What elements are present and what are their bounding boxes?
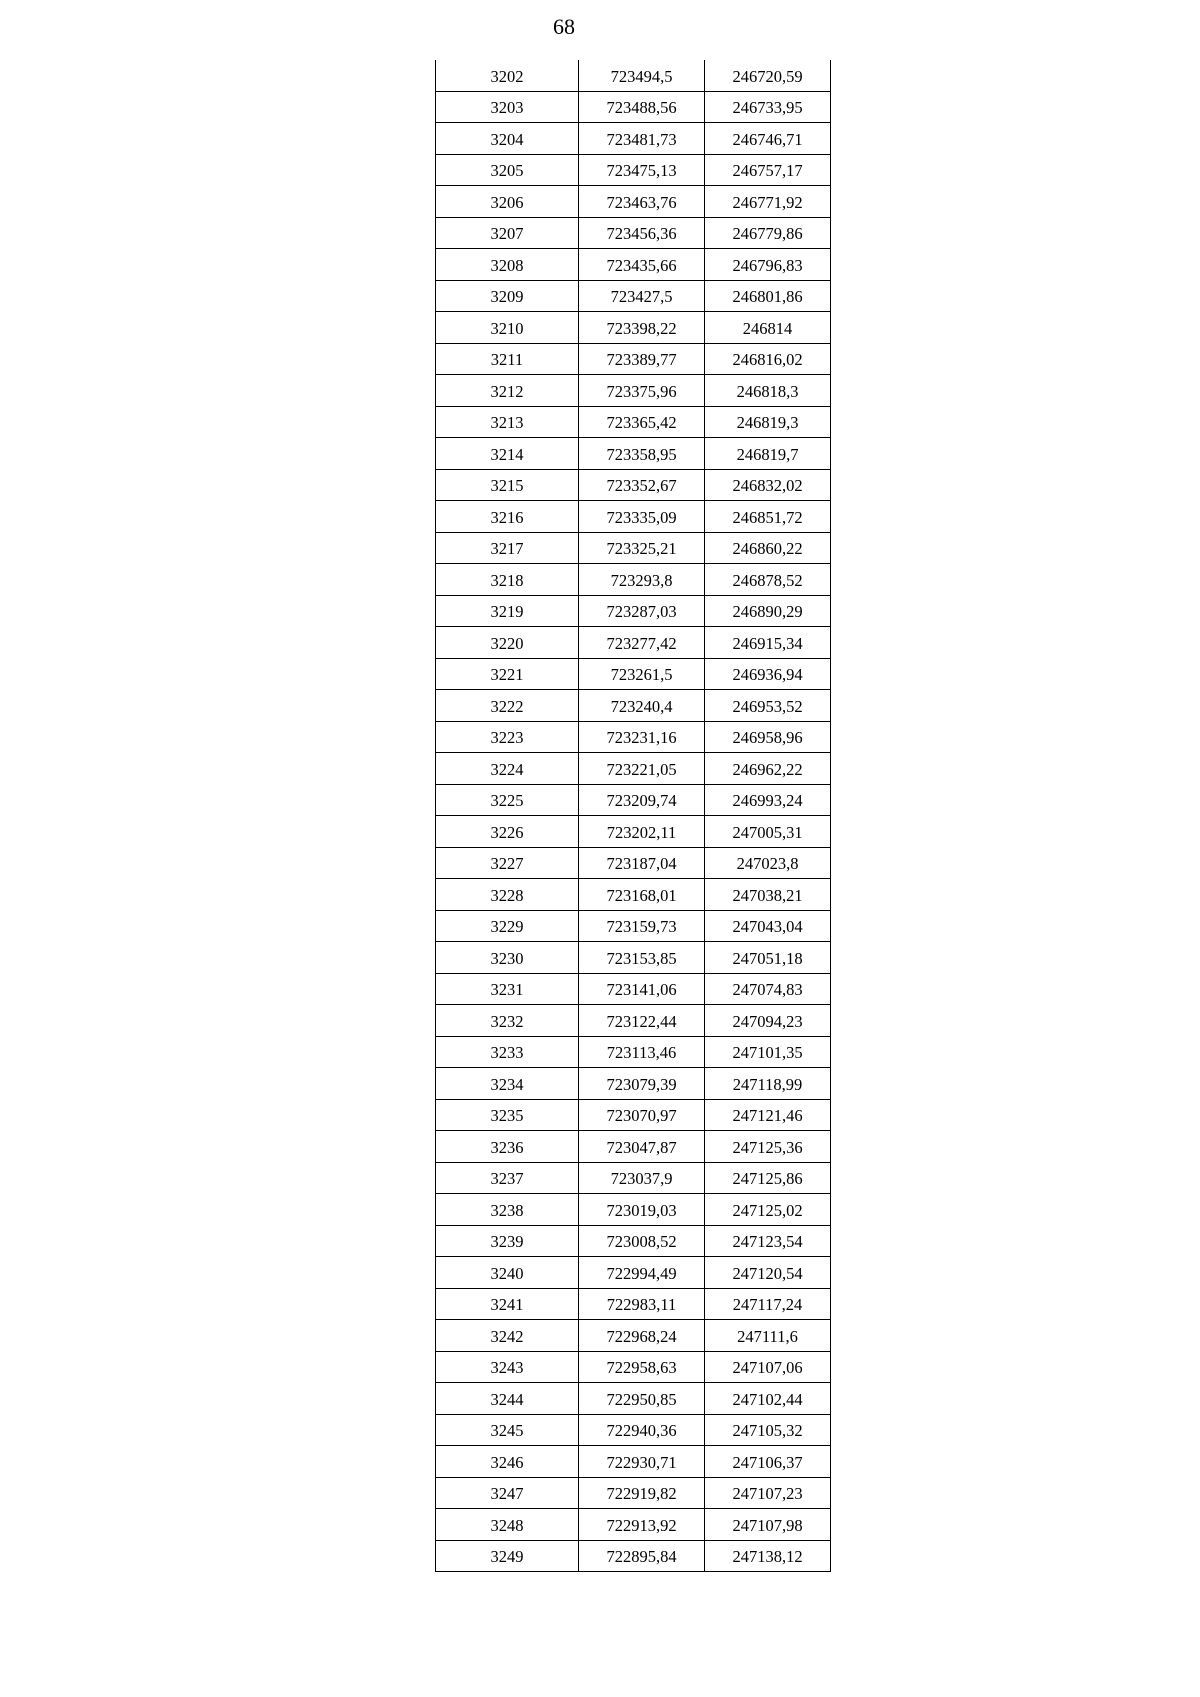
point-number-cell: 3228 (436, 879, 579, 911)
x-coordinate-cell: 723488,56 (579, 91, 705, 123)
table-row (436, 1288, 831, 1320)
point-number-cell: 3215 (436, 469, 579, 501)
x-coordinate-cell: 722930,71 (579, 1446, 705, 1478)
x-coordinate-cell: 723209,74 (579, 784, 705, 816)
x-coordinate-cell: 722983,11 (579, 1288, 705, 1320)
x-coordinate-cell: 723008,52 (579, 1225, 705, 1257)
x-coordinate-cell: 723221,05 (579, 753, 705, 785)
x-coordinate-cell: 722913,92 (579, 1509, 705, 1541)
coordinates-table-body (436, 60, 831, 1572)
table-row (436, 1509, 831, 1541)
table-row (436, 1099, 831, 1131)
point-number-cell: 3223 (436, 721, 579, 753)
y-coordinate-cell: 247051,18 (705, 942, 831, 974)
table-row (436, 784, 831, 816)
x-coordinate-cell: 723398,22 (579, 312, 705, 344)
y-coordinate-cell: 246816,02 (705, 343, 831, 375)
point-number-cell: 3209 (436, 280, 579, 312)
table-row (436, 154, 831, 186)
table-row (436, 1477, 831, 1509)
table-row (436, 1068, 831, 1100)
table-row (436, 816, 831, 848)
x-coordinate-cell: 723352,67 (579, 469, 705, 501)
point-number-cell: 3213 (436, 406, 579, 438)
table-row (436, 1131, 831, 1163)
table-row (436, 1446, 831, 1478)
y-coordinate-cell: 247074,83 (705, 973, 831, 1005)
y-coordinate-cell: 247138,12 (705, 1540, 831, 1572)
point-number-cell: 3224 (436, 753, 579, 785)
point-number-cell: 3233 (436, 1036, 579, 1068)
table-row (436, 910, 831, 942)
x-coordinate-cell: 722895,84 (579, 1540, 705, 1572)
point-number-cell: 3212 (436, 375, 579, 407)
x-coordinate-cell: 723202,11 (579, 816, 705, 848)
table-row (436, 942, 831, 974)
point-number-cell: 3242 (436, 1320, 579, 1352)
x-coordinate-cell: 723293,8 (579, 564, 705, 596)
x-coordinate-cell: 723070,97 (579, 1099, 705, 1131)
x-coordinate-cell: 723475,13 (579, 154, 705, 186)
x-coordinate-cell: 723240,4 (579, 690, 705, 722)
x-coordinate-cell: 723079,39 (579, 1068, 705, 1100)
y-coordinate-cell: 246890,29 (705, 595, 831, 627)
x-coordinate-cell: 723456,36 (579, 217, 705, 249)
x-coordinate-cell: 723261,5 (579, 658, 705, 690)
point-number-cell: 3237 (436, 1162, 579, 1194)
y-coordinate-cell: 246915,34 (705, 627, 831, 659)
point-number-cell: 3202 (436, 60, 579, 91)
table-row (436, 1414, 831, 1446)
point-number-cell: 3221 (436, 658, 579, 690)
y-coordinate-cell: 246818,3 (705, 375, 831, 407)
point-number-cell: 3208 (436, 249, 579, 281)
y-coordinate-cell: 246953,52 (705, 690, 831, 722)
y-coordinate-cell: 247118,99 (705, 1068, 831, 1100)
table-row (436, 753, 831, 785)
y-coordinate-cell: 246757,17 (705, 154, 831, 186)
x-coordinate-cell: 722958,63 (579, 1351, 705, 1383)
y-coordinate-cell: 246771,92 (705, 186, 831, 218)
y-coordinate-cell: 247023,8 (705, 847, 831, 879)
point-number-cell: 3244 (436, 1383, 579, 1415)
table-row (436, 1540, 831, 1572)
x-coordinate-cell: 723494,5 (579, 60, 705, 91)
point-number-cell: 3247 (436, 1477, 579, 1509)
y-coordinate-cell: 246993,24 (705, 784, 831, 816)
point-number-cell: 3241 (436, 1288, 579, 1320)
x-coordinate-cell: 723463,76 (579, 186, 705, 218)
point-number-cell: 3218 (436, 564, 579, 596)
table-row (436, 532, 831, 564)
y-coordinate-cell: 247123,54 (705, 1225, 831, 1257)
y-coordinate-cell: 247005,31 (705, 816, 831, 848)
x-coordinate-cell: 723159,73 (579, 910, 705, 942)
table-row (436, 1036, 831, 1068)
point-number-cell: 3207 (436, 217, 579, 249)
point-number-cell: 3214 (436, 438, 579, 470)
table-row (436, 123, 831, 155)
table-row (436, 658, 831, 690)
x-coordinate-cell: 723389,77 (579, 343, 705, 375)
point-number-cell: 3226 (436, 816, 579, 848)
y-coordinate-cell: 247106,37 (705, 1446, 831, 1478)
y-coordinate-cell: 247125,86 (705, 1162, 831, 1194)
y-coordinate-cell: 247111,6 (705, 1320, 831, 1352)
table-row (436, 627, 831, 659)
point-number-cell: 3217 (436, 532, 579, 564)
x-coordinate-cell: 723231,16 (579, 721, 705, 753)
table-row (436, 280, 831, 312)
point-number-cell: 3225 (436, 784, 579, 816)
y-coordinate-cell: 247043,04 (705, 910, 831, 942)
y-coordinate-cell: 246958,96 (705, 721, 831, 753)
table-row (436, 60, 831, 91)
y-coordinate-cell: 246860,22 (705, 532, 831, 564)
y-coordinate-cell: 246878,52 (705, 564, 831, 596)
x-coordinate-cell: 722919,82 (579, 1477, 705, 1509)
table-row (436, 312, 831, 344)
y-coordinate-cell: 247125,02 (705, 1194, 831, 1226)
x-coordinate-cell: 722950,85 (579, 1383, 705, 1415)
y-coordinate-cell: 246962,22 (705, 753, 831, 785)
y-coordinate-cell: 246819,7 (705, 438, 831, 470)
table-row (436, 1320, 831, 1352)
table-row (436, 847, 831, 879)
point-number-cell: 3206 (436, 186, 579, 218)
x-coordinate-cell: 722968,24 (579, 1320, 705, 1352)
table-row (436, 91, 831, 123)
table-row (436, 375, 831, 407)
y-coordinate-cell: 247101,35 (705, 1036, 831, 1068)
point-number-cell: 3240 (436, 1257, 579, 1289)
table-row (436, 1225, 831, 1257)
x-coordinate-cell: 723358,95 (579, 438, 705, 470)
table-row (436, 406, 831, 438)
table-row (436, 438, 831, 470)
y-coordinate-cell: 246819,3 (705, 406, 831, 438)
page-number: 68 (553, 14, 575, 39)
y-coordinate-cell: 246814 (705, 312, 831, 344)
point-number-cell: 3205 (436, 154, 579, 186)
x-coordinate-cell: 723325,21 (579, 532, 705, 564)
table-row (436, 249, 831, 281)
x-coordinate-cell: 722940,36 (579, 1414, 705, 1446)
point-number-cell: 3246 (436, 1446, 579, 1478)
table-row (436, 690, 831, 722)
point-number-cell: 3227 (436, 847, 579, 879)
x-coordinate-cell: 723153,85 (579, 942, 705, 974)
y-coordinate-cell: 247120,54 (705, 1257, 831, 1289)
x-coordinate-cell: 723287,03 (579, 595, 705, 627)
point-number-cell: 3203 (436, 91, 579, 123)
coordinates-table (435, 60, 831, 1572)
x-coordinate-cell: 723375,96 (579, 375, 705, 407)
table-row (436, 1194, 831, 1226)
table-row (436, 721, 831, 753)
x-coordinate-cell: 723122,44 (579, 1005, 705, 1037)
y-coordinate-cell: 247107,23 (705, 1477, 831, 1509)
y-coordinate-cell: 247121,46 (705, 1099, 831, 1131)
y-coordinate-cell: 246801,86 (705, 280, 831, 312)
table-row (436, 343, 831, 375)
point-number-cell: 3210 (436, 312, 579, 344)
x-coordinate-cell: 723481,73 (579, 123, 705, 155)
y-coordinate-cell: 247125,36 (705, 1131, 831, 1163)
point-number-cell: 3211 (436, 343, 579, 375)
x-coordinate-cell: 723047,87 (579, 1131, 705, 1163)
y-coordinate-cell: 247107,06 (705, 1351, 831, 1383)
point-number-cell: 3220 (436, 627, 579, 659)
point-number-cell: 3236 (436, 1131, 579, 1163)
y-coordinate-cell: 247117,24 (705, 1288, 831, 1320)
y-coordinate-cell: 246832,02 (705, 469, 831, 501)
table-row (436, 469, 831, 501)
x-coordinate-cell: 723019,03 (579, 1194, 705, 1226)
point-number-cell: 3231 (436, 973, 579, 1005)
y-coordinate-cell: 246746,71 (705, 123, 831, 155)
x-coordinate-cell: 722994,49 (579, 1257, 705, 1289)
x-coordinate-cell: 723335,09 (579, 501, 705, 533)
table-row (436, 1383, 831, 1415)
table-row (436, 595, 831, 627)
x-coordinate-cell: 723141,06 (579, 973, 705, 1005)
x-coordinate-cell: 723427,5 (579, 280, 705, 312)
point-number-cell: 3243 (436, 1351, 579, 1383)
y-coordinate-cell: 247038,21 (705, 879, 831, 911)
x-coordinate-cell: 723277,42 (579, 627, 705, 659)
y-coordinate-cell: 247094,23 (705, 1005, 831, 1037)
point-number-cell: 3238 (436, 1194, 579, 1226)
table-row (436, 186, 831, 218)
point-number-cell: 3216 (436, 501, 579, 533)
table-row (436, 1162, 831, 1194)
x-coordinate-cell: 723037,9 (579, 1162, 705, 1194)
point-number-cell: 3204 (436, 123, 579, 155)
table-row (436, 1005, 831, 1037)
point-number-cell: 3248 (436, 1509, 579, 1541)
x-coordinate-cell: 723113,46 (579, 1036, 705, 1068)
point-number-cell: 3219 (436, 595, 579, 627)
y-coordinate-cell: 246720,59 (705, 60, 831, 91)
table-row (436, 1351, 831, 1383)
x-coordinate-cell: 723435,66 (579, 249, 705, 281)
y-coordinate-cell: 246796,83 (705, 249, 831, 281)
y-coordinate-cell: 246779,86 (705, 217, 831, 249)
y-coordinate-cell: 246733,95 (705, 91, 831, 123)
table-row (436, 501, 831, 533)
point-number-cell: 3230 (436, 942, 579, 974)
y-coordinate-cell: 247105,32 (705, 1414, 831, 1446)
table-row (436, 217, 831, 249)
point-number-cell: 3222 (436, 690, 579, 722)
point-number-cell: 3249 (436, 1540, 579, 1572)
point-number-cell: 3239 (436, 1225, 579, 1257)
x-coordinate-cell: 723365,42 (579, 406, 705, 438)
table-row (436, 564, 831, 596)
point-number-cell: 3229 (436, 910, 579, 942)
y-coordinate-cell: 247102,44 (705, 1383, 831, 1415)
point-number-cell: 3232 (436, 1005, 579, 1037)
y-coordinate-cell: 246851,72 (705, 501, 831, 533)
point-number-cell: 3234 (436, 1068, 579, 1100)
x-coordinate-cell: 723168,01 (579, 879, 705, 911)
table-row (436, 1257, 831, 1289)
point-number-cell: 3235 (436, 1099, 579, 1131)
point-number-cell: 3245 (436, 1414, 579, 1446)
y-coordinate-cell: 247107,98 (705, 1509, 831, 1541)
table-row (436, 973, 831, 1005)
x-coordinate-cell: 723187,04 (579, 847, 705, 879)
y-coordinate-cell: 246936,94 (705, 658, 831, 690)
table-row (436, 879, 831, 911)
